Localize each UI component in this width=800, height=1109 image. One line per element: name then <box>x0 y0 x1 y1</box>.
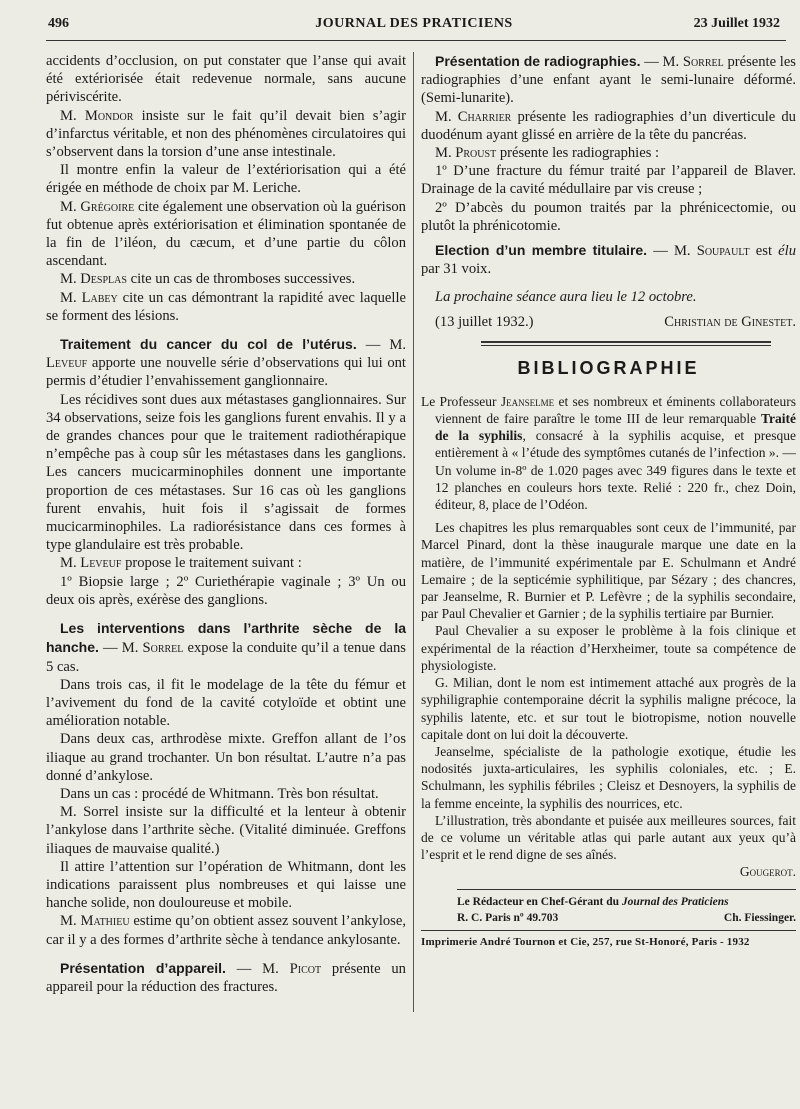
heading-text: Présentation d’appareil. <box>60 959 226 976</box>
section-heading: Les interventions dans l’arthrite sèche de la hanche. — M. Sorrel expose la conduite qu’il a tenue dans 5 cas. <box>46 620 406 675</box>
paragraph: accidents d’occlusion, on put constater que l’anse qui avait été extériorisée était redevenue normale, sans aucune périviscérite. <box>46 53 406 106</box>
journal-title: JOURNAL DES PRATICIENS <box>315 16 513 31</box>
issue-date: 23 Juillet 1932 <box>693 16 780 31</box>
paragraph: M. Grégoire cite également une observation où la guérison fut obtenue après extériorisation et élimination spontanée de la fin de l’iléon, du cæcum, et d’une partie du côlon ascendant. <box>46 198 406 270</box>
right-column <box>421 52 796 950</box>
signature-date: (13 juillet 1932.) <box>435 313 534 330</box>
footer-rule <box>457 889 796 890</box>
section-heading: Présentation d’appareil. — M. Picot présente un appareil pour la réduction des fractures. <box>46 959 406 995</box>
section-heading: Présentation de radiographies. — M. Sorrel présente les radiographies d’une enfant ayant le semi-lunaire déformé. (Semi-lunarite). <box>421 53 796 107</box>
paragraph: Dans un cas : procédé de Whitmann. Très bon résultat. <box>60 785 379 802</box>
paragraph: M. Desplas cite un cas de thromboses successives. <box>60 271 356 288</box>
paragraph: M. Sorrel insiste sur la difficulté et la lenteur à obtenir l’ankylose dans l’arthrite sèche. (Vitalité diminuée. Greffons iliaques de mauvaise qualité.) <box>46 804 406 857</box>
imprint-footer <box>421 894 796 950</box>
paragraph: M. Mathieu estime qu’on obtient assez souvent l’ankylose, car il y a des formes d’arthrite sèche à tendance ankylosante. <box>46 913 406 948</box>
paragraph: G. Milian, dont le nom est intimement attaché aux progrès de la syphiligraphie contemporaine décrit la syphilis maligne précoce, la syphilis latente, etc. et sur tout le biotropisme, notion nouvelle capitale dont on lui doit la découverte. <box>421 675 796 742</box>
paragraph: Dans trois cas, il fit le modelage de la tête du fémur et l’avivement du fond de la cavité cotyloïde et obtint une amélioration notable. <box>46 676 406 730</box>
header-rule <box>46 40 786 41</box>
paragraph: M. Proust présente les radiographies : <box>435 145 660 162</box>
section-heading: Traitement du cancer du col de l’utérus. — M. Leveuf apporte une nouvelle série d’observations qui lui ont permis d’étudier l’envahissement ganglionnaire. <box>46 336 407 390</box>
page-header <box>48 16 780 38</box>
bibliography-section <box>421 393 796 881</box>
section-heading: Election d’un membre titulaire. — M. Soupault est élu par 31 voix. <box>421 242 797 278</box>
paragraph: Il attire l’attention sur l’opération de Whitmann, dont les indications paraissent plus nombreuses et qui laisse une hanche solide, non douloureuse et mobile. <box>46 858 406 912</box>
gerant-line: Le Rédacteur en Chef-Gérant du Journal des Praticiens <box>457 895 729 908</box>
paragraph: M. Leveuf propose le traitement suivant : <box>60 555 302 572</box>
paragraph: Dans deux cas, arthrodèse mixte. Greffon allant de l’os iliaque au grand trochanter. Un bon résultat. L’autre n’a pas donné d’ankylose. <box>46 731 406 784</box>
paragraph: Paul Chevalier a su exposer le problème à la fois clinique et expérimental de la réaction d’Herxheimer, toute sa compétence de physiologiste. <box>421 623 796 673</box>
paragraph: M. Mondor insiste sur le fait qu’il devait bien s’agir d’infarctus véritable, et non des phénomènes circulatoires qui s’observent dans la torsion d’une anse intestinale. <box>46 107 407 161</box>
signature-row <box>421 313 796 331</box>
heading-text: Présentation de radiographies. <box>435 53 641 69</box>
bibliography-title: BIBLIOGRAPHIE <box>517 357 700 378</box>
biblio-signature: Gougerot. <box>739 864 796 880</box>
heading-text: Election d’un membre titulaire. <box>435 242 648 259</box>
column-divider <box>413 52 414 1012</box>
paragraph: Il montre enfin la valeur de l’extériorisation qui a été érigée en méthode de choix par M. Leriche. <box>46 162 406 197</box>
paragraph: Jeanselme, spécialiste de la pathologie exotique, étudie les nodosités juxta-articulaires, les syphilis coloniales, etc. ; E. Schulmann, les syphilis fébriles ; Cleisz et Desnoyers, la syphilis de la femme enceinte, la syphilis des nourrices, etc. <box>421 743 796 811</box>
paragraph: 1º D’une fracture du fémur traité par l’appareil de Blaver. Drainage de la cavité médullaire par vis creuse ; <box>421 163 796 198</box>
biblio-rule-top <box>481 341 771 343</box>
printer-line: Imprimerie André Tournon et Cie, 257, rue St-Honoré, Paris - 1932 <box>421 930 796 950</box>
paragraph: 1º Biopsie large ; 2º Curiethérapie vaginale ; 3º Un ou deux ois après, exérèse des ganglions. <box>46 573 406 608</box>
biblio-rule-bottom <box>481 345 771 346</box>
rc-line: R. C. Paris nº 49.703 Ch. Fiessinger. <box>457 911 796 924</box>
heading-text: Les interventions dans l’arthrite sèche de la hanche. <box>46 620 406 656</box>
left-column <box>46 52 406 996</box>
paragraph: 2º D’abcès du poumon traités par la phrénicectomie, ou plutôt la phrénicotomie. <box>421 199 796 234</box>
paragraph: Les récidives sont dues aux métastases ganglionnaires. Sur 34 observations, seize fois les ganglions furent envahis. Il y a de grandes chances pour que le traitement radiothérapique n’empêche pas à coup sûr les métastases dans les ganglions. Les cancers mucicarminophiles donnent une importante proportion de ces métastases. Sur 16 cas où les ganglions furent envahis, huit fois il s’agissait de formes mucicarminophiles. La radiorésistance dans ces formes à type glandulaire est très probable. <box>46 391 406 554</box>
biblio-entry: Le Professeur Jeanselme et ses nombreux et éminents collaborateurs viennent de faire paraître le tome III de leur remarquable Traité de la syphilis, consacré à la syphilis acquise, et presque entièrement à « l’étude des symptômes cutanés de l’infection ». — Un volume in-8º de 1.020 pages avec 349 figures dans le texte et 12 planches en couleurs hors texte. Relié : 220 fr., chez Doin, éditeur, 8, place de l’Odéon. <box>421 393 797 513</box>
page-number: 496 <box>48 16 69 31</box>
signature-name: Christian de Ginestet. <box>664 313 796 330</box>
paragraph: M. Labey cite un cas démontrant la rapidité avec laquelle se forment des lésions. <box>46 289 406 324</box>
paragraph: M. Charrier présente les radiographies d’un diverticule du duodénum ayant glissé en arrière de la tête du pancréas. <box>421 108 796 143</box>
paragraph: Les chapitres les plus remarquables sont ceux de l’immunité, par Marcel Pinard, dont la thèse inaugurale marque une date en la matière, de l’immunité expérimentale par E. Schulmann et André Lemaire ; de la septicémie syphilitique, par Sézary ; des chancres, par Jeanselme, R. Burnier et P. Lefèvre ; de la syphilis secondaire, par Paul Chevalier et Garnier ; de la syphilis tertiaire par Burnier. <box>421 520 796 622</box>
heading-text: Traitement du cancer du col de l’utérus. <box>60 336 357 353</box>
paragraph: L’illustration, très abondante et puisée aux meilleures sources, fait de ce volume un véritable atlas qui parle autant aux yeux qu’à l’esprit et le rend digne de ses aînés. <box>421 812 796 863</box>
next-session-note: La prochaine séance aura lieu le 12 octobre. <box>435 289 697 306</box>
